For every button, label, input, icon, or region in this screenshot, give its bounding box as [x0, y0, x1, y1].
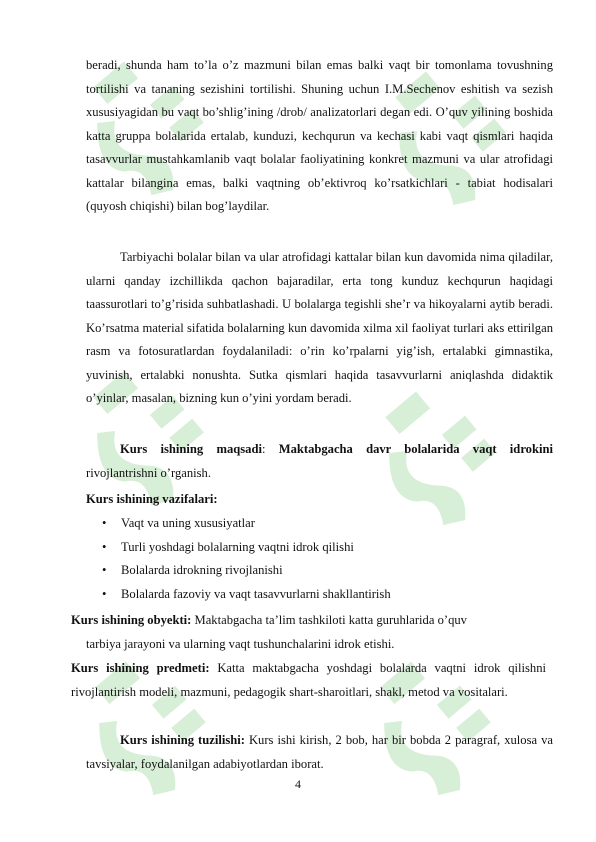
aim-label: Kurs ishining maqsadi: [120, 442, 262, 456]
object-continuation: tarbiya jarayoni va ularning vaqt tushunchalarini idrok etishi.: [86, 636, 395, 651]
task-text: Bolalarda idrokning rivojlanishi: [121, 563, 283, 578]
task-text: Turli yoshdagi bolalarning vaqtni idrok qilishi: [121, 539, 354, 554]
aim-paragraph: [86, 438, 553, 485]
bullet-icon: •: [102, 587, 107, 602]
paragraph-intro: beradi, shunda ham to’la o’z mazmuni bilan emas balki vaqt bir tomonlama tovushning tortilishi va tananing sezishini tortilishi. Shuning uchun I.M.Sechenov eshitish va sezish xususiyagidan bu vaqt bo’shlig’ining /drob/ analizatorlari degan edi. O’quv yilining boshida katta gruppa bolalarida ertalab, kunduzi, kechqurun va kechasi kabi vaqt qismlari haqida tasavvurlar mustahkamlanib vaqt bolalar faoliyatining konkret mazmuni va ular atrofidagi kattalar bilangina emas, balki vaqtning ob’ektivroq ko’rsatkichlari - tabiat hodisalari (quyosh chiqishi) bilan bog’laydilar.: [86, 58, 553, 213]
task-text: Vaqt va uning xususiyatlar: [121, 516, 255, 530]
subject-text: Katta maktabgacha yoshdagi bolalarda vaqtni idrok qilishni rivojlantirish modeli, mazmuni, pedagogik shart-sharoitlari, shakl, metod va vositalari.: [71, 661, 546, 699]
object-label: Kurs ishining obyekti:: [71, 613, 192, 627]
object-text: Maktabgacha ta’lim tashkiloti katta guruhlarida o’quv: [191, 613, 467, 627]
subject-label: Kurs ishining predmeti:: [71, 661, 210, 675]
subject-paragraph: [71, 657, 546, 704]
paragraph-tarbiyachi: Tarbiyachi bolalar bilan va ular atrofidagi kattalar bilan kun davomida nima qiladilar, ularni qanday izchillikda qachon bajaradilar, erta tong kunduz kechqurun haqidagi taassurotlari to’g’risida suhbatlashadi. U bolalarga tegishli she’r va hikoyalarni aytib beradi. Ko’rsatma material sifatida bolalarning kun davomida xilma xil faoliyat turlari aks ettirilgan rasm va fotosuratlardan foydalaniladi: o’rin ko’rpalarni yig’ish, ertalabki gimnastika, yuvinish, ertalabki nonushta. Sutka qismlari haqida tasavvurlarni aniqlashda didaktik o’yinlar, masalan, bizning kun o’yini yordam beradi.: [86, 250, 553, 405]
aim-rest: rivojlantrishni o’rganish.: [86, 465, 211, 480]
structure-paragraph: [86, 729, 553, 776]
tasks-heading: Kurs ishining vazifalari:: [86, 492, 218, 506]
task-text: Bolalarda fazoviy va vaqt tasavvurlarni shakllantirish: [121, 587, 391, 602]
list-item: [100, 559, 391, 583]
page-number: 4: [295, 777, 301, 791]
object-paragraph: [71, 609, 546, 656]
bullet-icon: •: [102, 539, 107, 554]
list-item: [100, 512, 391, 536]
aim-bold-text: Maktabgacha davr bolalarida vaqt idrokini: [278, 442, 553, 456]
list-item: [100, 536, 391, 560]
list-item: [100, 583, 391, 607]
tasks-list: [100, 512, 391, 607]
structure-text: Kurs ishi kirish, 2 bob, har bir bobda 2 paragraf, xulosa va tavsiyalar, foydalanilgan adabiyotlardan iborat.: [86, 733, 553, 771]
bullet-icon: •: [102, 516, 107, 530]
bullet-icon: •: [102, 563, 107, 578]
aim-separator: :: [261, 442, 279, 456]
structure-label: Kurs ishining tuzilishi:: [120, 733, 245, 747]
